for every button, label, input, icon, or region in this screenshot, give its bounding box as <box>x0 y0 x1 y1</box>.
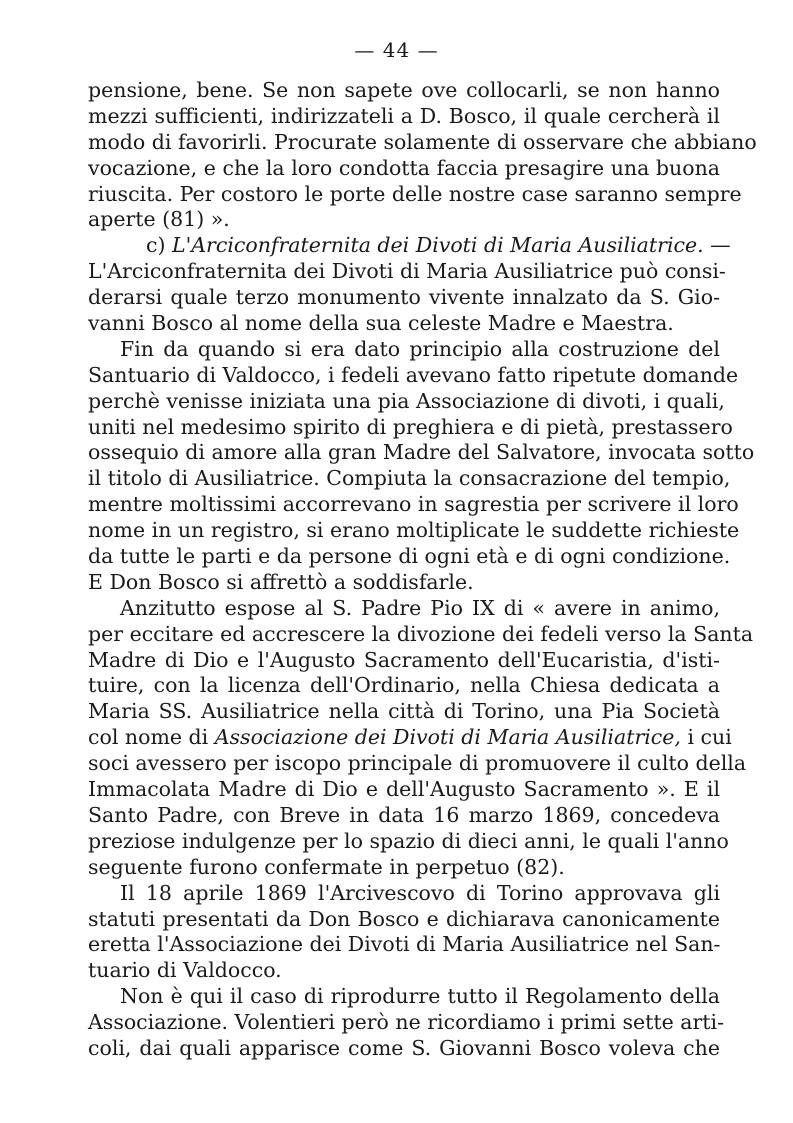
text-line: Fin da quando si era dato principio alla costruzione del <box>120 336 720 361</box>
text-line: tuire, con la licenza dell'Ordinario, nella Chiesa dedicata a <box>88 673 720 698</box>
text-line: Immacolata Madre di Dio e dell'Augusto Sacramento ». E il <box>88 777 720 802</box>
heading-suffix: — <box>703 233 731 258</box>
text-line: vanni Bosco al nome della sua celeste Madre e Maestra. <box>88 311 674 336</box>
text-line: perchè venisse iniziata una pia Associazione di divoti, i quali, <box>88 388 725 413</box>
text-line: Associazione. Volentieri però ne ricordiamo i primi sette arti- <box>88 1010 724 1035</box>
text-line: aperte (81) ». <box>88 207 230 232</box>
text-line: pensione, bene. Se non sapete ove collocarli, se non hanno <box>88 78 720 102</box>
text-line: L'Arciconfraternita dei Divoti di Maria Ausiliatrice può consi- <box>88 259 726 284</box>
text-line: mentre moltissimi accorrevano in sagrestia per scrivere il loro <box>88 492 739 517</box>
text-line: E Don Bosco si affrettò a soddisfarle. <box>88 569 474 594</box>
text-line: seguente furono confermate in perpetuo (82). <box>88 854 565 879</box>
text-line: coli, dai quali apparisce come S. Giovanni Bosco voleva che <box>88 1035 720 1060</box>
text-line <box>88 725 732 751</box>
text-line: tuario di Valdocco. <box>88 958 282 983</box>
text-line: ossequio di amore alla gran Madre del Salvatore, invocata sotto <box>88 440 755 465</box>
text-line: il titolo di Ausiliatrice. Compiuta la consacrazione del tempio, <box>88 466 731 491</box>
text-line: Non è qui il caso di riprodurre tutto il Regolamento della <box>120 984 720 1009</box>
text-line: uniti nel medesimo spirito di preghiera e di pietà, prestassero <box>88 414 733 439</box>
text-line: nome in un registro, si erano moltiplicate le suddette richieste <box>88 518 740 543</box>
text-line: statuti presentati da Don Bosco e dichiarava canonicamente <box>88 906 720 931</box>
text-line: Santuario di Valdocco, i fedeli avevano fatto ripetute domande <box>88 362 739 387</box>
text-line: eretta l'Associazione dei Divoti di Maria Ausiliatrice nel San- <box>88 932 721 957</box>
heading-prefix: c) <box>146 233 172 258</box>
page-number: — 44 — <box>354 38 439 62</box>
text-line: riuscita. Per costoro le porte delle nostre case saranno sempre <box>88 181 742 206</box>
heading-title: L'Arciconfraternita dei Divoti di Maria Ausiliatrice. <box>172 233 704 258</box>
text-line: Santo Padre, con Breve in data 16 marzo 1869, concedeva <box>88 802 720 827</box>
section-heading <box>88 233 731 259</box>
text-line: Il 18 aprile 1869 l'Arcivescovo di Torino approvava gli <box>120 880 720 905</box>
text-line: derarsi quale terzo monumento vivente innalzato da S. Gio- <box>88 285 720 310</box>
text-line: Anzitutto espose al S. Padre Pio IX di « avere in animo, <box>120 595 720 620</box>
association-name: Associazione dei Divoti di Maria Ausiliatrice, <box>214 725 681 750</box>
text-line: modo di favorirli. Procurate solamente di osservare che abbiano <box>88 129 757 154</box>
text-line: preziose indulgenze per lo spazio di dieci anni, le quali l'anno <box>88 828 729 853</box>
text-line: per eccitare ed accrescere la divozione dei fedeli verso la Santa <box>88 621 754 646</box>
body-text <box>88 78 757 1062</box>
line-part: col nome di <box>88 725 215 750</box>
text-line: soci avessero per iscopo principale di promuovere il culto della <box>88 751 747 776</box>
text-line: da tutte le parti e da persone di ogni età e di ogni condizione. <box>88 544 731 569</box>
text-line: Madre di Dio e l'Augusto Sacramento dell'Eucaristia, d'isti- <box>88 647 720 672</box>
text-line: vocazione, e che la loro condotta faccia presagire una buona <box>88 155 720 180</box>
text-line: mezzi sufficienti, indirizzateli a D. Bosco, il quale cercherà il <box>88 103 720 128</box>
text-line: Maria SS. Ausiliatrice nella città di Torino, una Pia Società <box>88 699 720 724</box>
line-part: i cui <box>680 725 732 750</box>
